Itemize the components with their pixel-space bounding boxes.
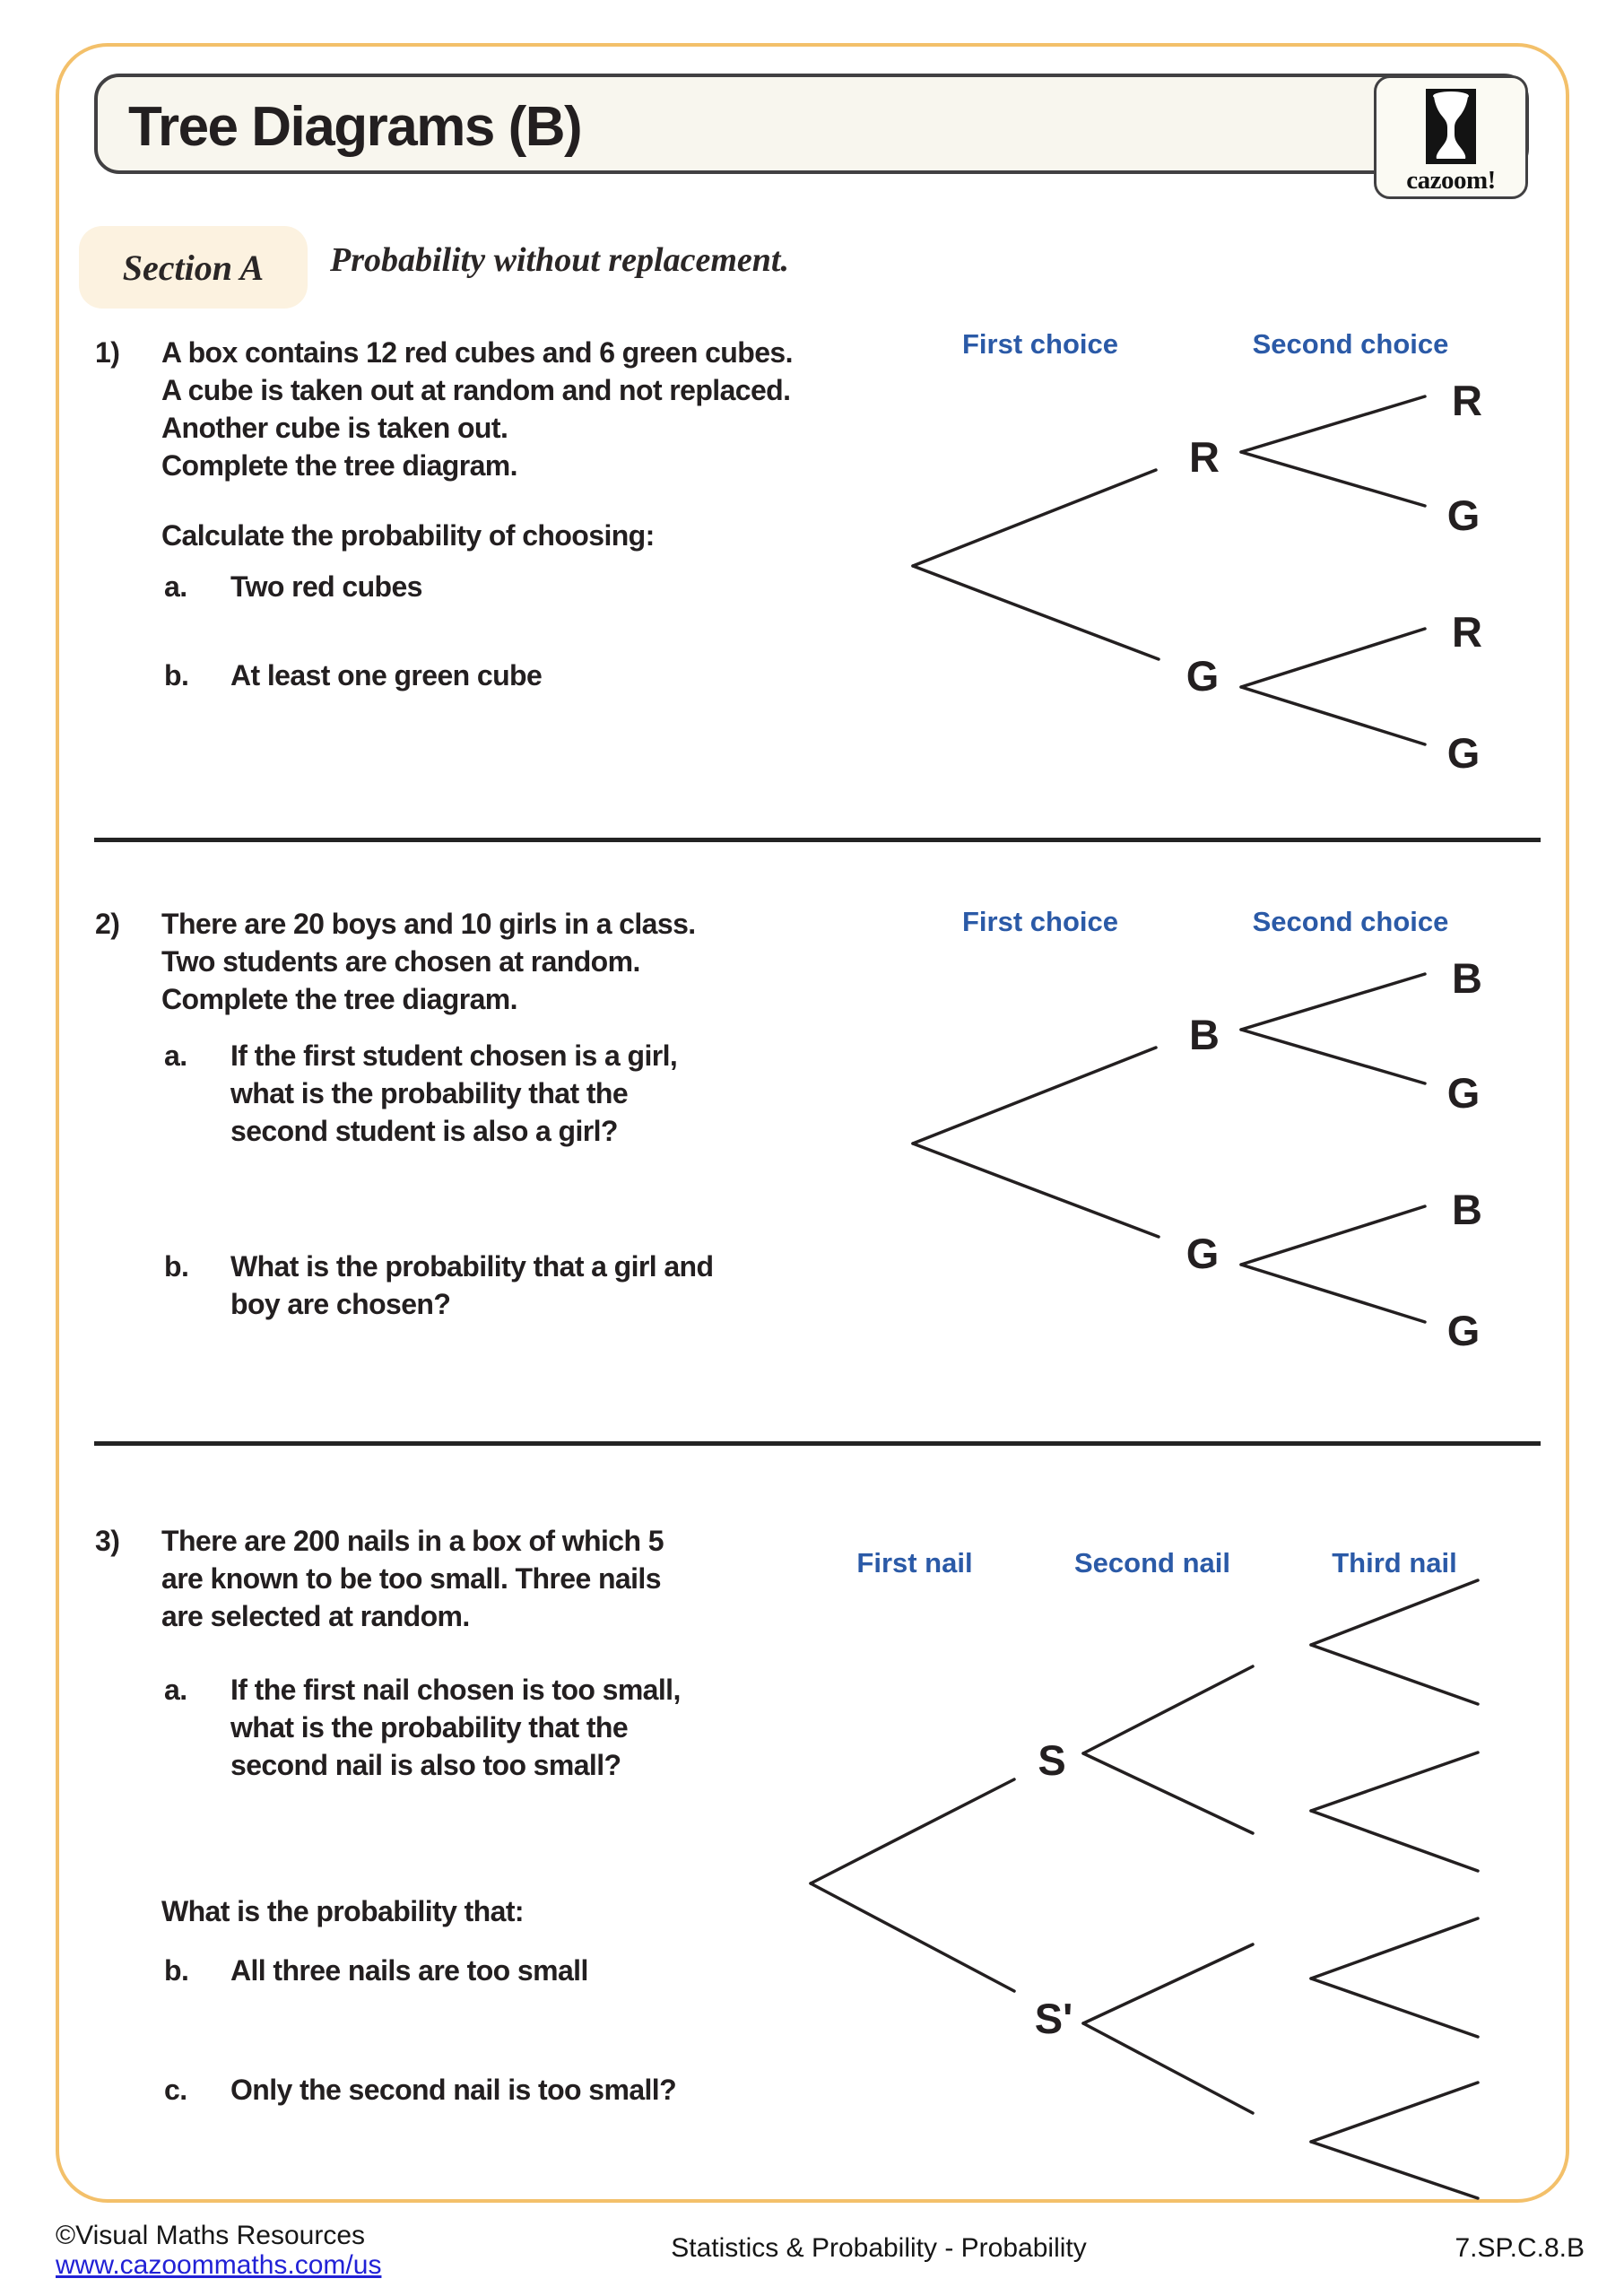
tree2-branches <box>913 974 1425 1322</box>
section-label: Section A <box>122 247 265 288</box>
tree1-header-second: Second choice <box>1252 328 1449 360</box>
question-1b-label: b. <box>164 659 189 691</box>
question-2-intro-line: There are 20 boys and 10 girls in a class. <box>161 908 696 940</box>
page-title: Tree Diagrams (B) <box>128 95 582 158</box>
tree1-node-level1-bottom: G <box>1185 652 1220 700</box>
tree1-header-first: First choice <box>962 328 1118 360</box>
question-2b-label: b. <box>164 1250 189 1283</box>
tree-diagram-q1 <box>861 305 1578 780</box>
tree2-header-second: Second choice <box>1252 906 1449 937</box>
question-2b-line: boy are chosen? <box>230 1288 451 1320</box>
question-3a-line: what is the probability that the <box>230 1711 629 1744</box>
tree2-node-level2-3: B <box>1452 1186 1482 1233</box>
divider <box>94 1441 1541 1446</box>
question-2b-text <box>230 1248 713 1323</box>
question-3-number: 3) <box>95 1525 120 1557</box>
question-3b-label: b. <box>164 1954 189 1987</box>
section-banner <box>79 226 308 309</box>
question-1-intro-line: A cube is taken out at random and not replaced. <box>161 374 791 406</box>
question-1-intro-line: Complete the tree diagram. <box>161 449 517 482</box>
tree3-node-s: S <box>1038 1736 1066 1784</box>
tree2-node-level2-1: B <box>1452 954 1482 1002</box>
footer-link[interactable]: www.cazoommaths.com/us <box>56 2250 382 2280</box>
question-2b-line: What is the probability that a girl and <box>230 1250 714 1283</box>
question-3b-text: All three nails are too small <box>230 1954 588 1987</box>
djembe-icon <box>1426 89 1476 164</box>
tree3-node-s-prime: S' <box>1034 1995 1073 2042</box>
question-3a-line: second nail is also too small? <box>230 1749 621 1781</box>
question-2-intro <box>161 905 696 1018</box>
question-2-number: 2) <box>95 908 120 940</box>
tree2-node-level1-top: B <box>1189 1011 1220 1058</box>
tree-diagram-q2 <box>861 883 1578 1358</box>
question-2a-line: second student is also a girl? <box>230 1115 618 1147</box>
question-2-intro-line: Two students are chosen at random. <box>161 945 640 978</box>
tree-diagram-q3 <box>762 1516 1578 2224</box>
question-2a-text <box>230 1037 677 1150</box>
question-1-intro <box>161 334 793 484</box>
question-3a-line: If the first nail chosen is too small, <box>230 1674 681 1706</box>
question-1-prompt: Calculate the probability of choosing: <box>161 519 655 552</box>
logo-wordmark: cazoom! <box>1406 166 1496 195</box>
tree3-header-third: Third nail <box>1332 1547 1457 1578</box>
tree2-node-level2-2: G <box>1446 1069 1481 1117</box>
question-3c-text: Only the second nail is too small? <box>230 2074 677 2106</box>
question-1-intro-line: A box contains 12 red cubes and 6 green cubes. <box>161 336 793 369</box>
question-3-prompt: What is the probability that: <box>161 1895 524 1927</box>
tree1-node-level2-2: G <box>1446 491 1481 539</box>
tree1-node-level2-3: R <box>1452 608 1482 656</box>
footer-copyright: ©Visual Maths Resources <box>56 2221 366 2250</box>
question-2a-line: what is the probability that the <box>230 1077 629 1109</box>
section-subtitle: Probability without replacement. <box>330 241 789 279</box>
tree3-header-first: First nail <box>856 1547 973 1578</box>
tree1-node-level2-4: G <box>1446 729 1481 777</box>
question-2a-label: a. <box>164 1039 187 1072</box>
question-2a-line: If the first student chosen is a girl, <box>230 1039 678 1072</box>
question-1-number: 1) <box>95 336 120 369</box>
question-2-intro-line: Complete the tree diagram. <box>161 983 517 1015</box>
tree1-node-level1-top: R <box>1189 433 1220 481</box>
cazoom-logo <box>1374 75 1528 199</box>
question-3-intro-line: are known to be too small. Three nails <box>161 1562 661 1595</box>
question-1a-label: a. <box>164 570 187 603</box>
tree3-branches <box>811 1580 1478 2198</box>
question-3c-label: c. <box>164 2074 187 2106</box>
worksheet-title-box <box>94 74 1529 174</box>
divider <box>94 838 1541 842</box>
tree1-node-level2-1: R <box>1452 377 1482 424</box>
question-3a-text <box>230 1671 681 1784</box>
tree2-node-level2-4: G <box>1446 1307 1481 1354</box>
question-1-intro-line: Another cube is taken out. <box>161 412 508 444</box>
footer-topic: Statistics & Probability - Probability <box>671 2233 1087 2263</box>
question-3-intro-line: are selected at random. <box>161 1600 470 1632</box>
question-3-intro <box>161 1522 664 1635</box>
tree1-branches <box>913 396 1425 744</box>
footer-standard-code: 7.SP.C.8.B <box>1455 2233 1585 2263</box>
question-3-intro-line: There are 200 nails in a box of which 5 <box>161 1525 664 1557</box>
tree3-header-second: Second nail <box>1074 1547 1230 1578</box>
question-1a-text: Two red cubes <box>230 570 422 603</box>
question-3a-label: a. <box>164 1674 187 1706</box>
question-1b-text: At least one green cube <box>230 659 543 691</box>
tree2-header-first: First choice <box>962 906 1118 937</box>
tree2-node-level1-bottom: G <box>1185 1230 1220 1277</box>
